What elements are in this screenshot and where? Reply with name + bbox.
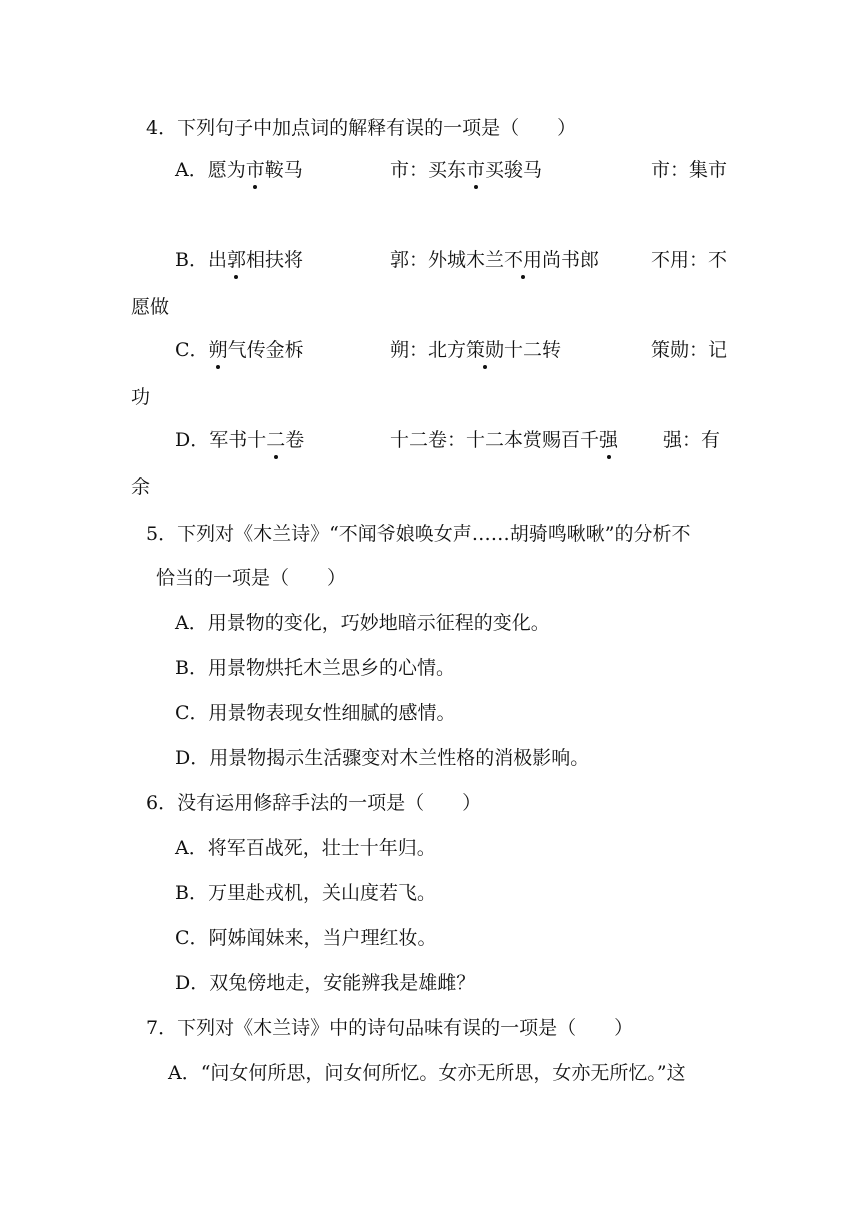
q5-option-d: D．用景物揭示生活骤变对木兰性格的消极影响。 bbox=[175, 747, 590, 769]
dotted-word: 郭 bbox=[226, 249, 246, 271]
q4-option-d-gloss2: 强：有 bbox=[663, 429, 721, 451]
gloss-text: 尚书郎 bbox=[542, 249, 600, 271]
question-5-stem-cont: 恰当的一项是（ ） bbox=[156, 567, 347, 589]
question-6-stem: 6．没有运用修辞手法的一项是（ ） bbox=[146, 792, 482, 814]
dotted-word: 策勋 bbox=[466, 339, 505, 361]
q5-option-a: A．用景物的变化，巧妙地暗示征程的变化。 bbox=[175, 612, 550, 634]
gloss-text: ：买东 bbox=[409, 159, 467, 181]
option-letter: A． bbox=[175, 159, 208, 181]
dotted-word: 十二卷 bbox=[247, 429, 305, 451]
q4-option-a bbox=[175, 158, 303, 182]
q4-option-b bbox=[175, 248, 303, 272]
dotted-word: 朔 bbox=[208, 339, 228, 361]
q4-option-c-gloss2-cont: 功 bbox=[131, 386, 151, 408]
gloss-text: 朔 bbox=[390, 339, 410, 361]
q6-option-a: A．将军百战死，壮士十年归。 bbox=[175, 837, 436, 859]
q4-option-c bbox=[175, 338, 304, 362]
option-text: 出 bbox=[207, 249, 227, 271]
option-text: 气传金柝 bbox=[227, 339, 304, 361]
dotted-word: 不用 bbox=[504, 249, 543, 271]
option-text: 愿为 bbox=[207, 159, 246, 181]
q4-option-a-gloss bbox=[390, 158, 542, 182]
q6-option-d: D．双兔傍地走，安能辨我是雄雌？ bbox=[175, 972, 476, 994]
question-4-stem: 4．下列句子中加点词的解释有误的一项是（ ） bbox=[146, 117, 577, 139]
gloss-text: 市 bbox=[390, 159, 410, 181]
option-letter: D． bbox=[175, 429, 210, 451]
q4-option-a-gloss2: 市：集市 bbox=[651, 159, 728, 181]
q4-option-d-gloss2-cont: 余 bbox=[131, 476, 151, 498]
gloss-text: ：北方 bbox=[409, 339, 467, 361]
option-text: 鞍马 bbox=[264, 159, 303, 181]
q4-option-d-gloss bbox=[390, 428, 618, 452]
gloss-text: 十二卷 bbox=[390, 429, 448, 451]
gloss-text: 买骏马 bbox=[485, 159, 543, 181]
gloss-text: 十二转 bbox=[504, 339, 562, 361]
gloss-text: ：十二本赏赐百千 bbox=[447, 429, 600, 451]
dotted-word: 强 bbox=[599, 429, 619, 451]
q4-option-d bbox=[175, 428, 304, 452]
dotted-word: 市 bbox=[466, 159, 486, 181]
option-text: 相扶将 bbox=[246, 249, 304, 271]
q7-option-a: A．“问女何所思，问女何所忆。女亦无所思，女亦无所忆。”这 bbox=[168, 1062, 686, 1084]
option-text: 军书 bbox=[209, 429, 248, 451]
question-5-stem: 5．下列对《木兰诗》“不闻爷娘唤女声……胡骑鸣啾啾”的分析不 bbox=[146, 523, 691, 545]
q6-option-c: C．阿姊闻妹来，当户理红妆。 bbox=[175, 927, 437, 949]
question-7-stem: 7．下列对《木兰诗》中的诗句品味有误的一项是（ ） bbox=[146, 1017, 634, 1039]
q5-option-b: B．用景物烘托木兰思乡的心情。 bbox=[175, 657, 455, 679]
q4-option-b-gloss2-cont: 愿做 bbox=[131, 296, 170, 318]
q6-option-b: B．万里赴戎机，关山度若飞。 bbox=[175, 882, 436, 904]
q4-option-c-gloss2: 策勋：记 bbox=[651, 339, 728, 361]
q4-option-b-gloss2: 不用：不 bbox=[651, 249, 728, 271]
q5-option-c: C．用景物表现女性细腻的感情。 bbox=[175, 702, 456, 724]
q4-option-c-gloss bbox=[390, 338, 561, 362]
dotted-word: 市 bbox=[245, 159, 265, 181]
q4-option-b-gloss bbox=[390, 248, 599, 272]
gloss-text: ：外城木兰 bbox=[409, 249, 505, 271]
option-letter: C． bbox=[175, 339, 209, 361]
gloss-text: 郭 bbox=[390, 249, 410, 271]
option-letter: B． bbox=[175, 249, 208, 271]
